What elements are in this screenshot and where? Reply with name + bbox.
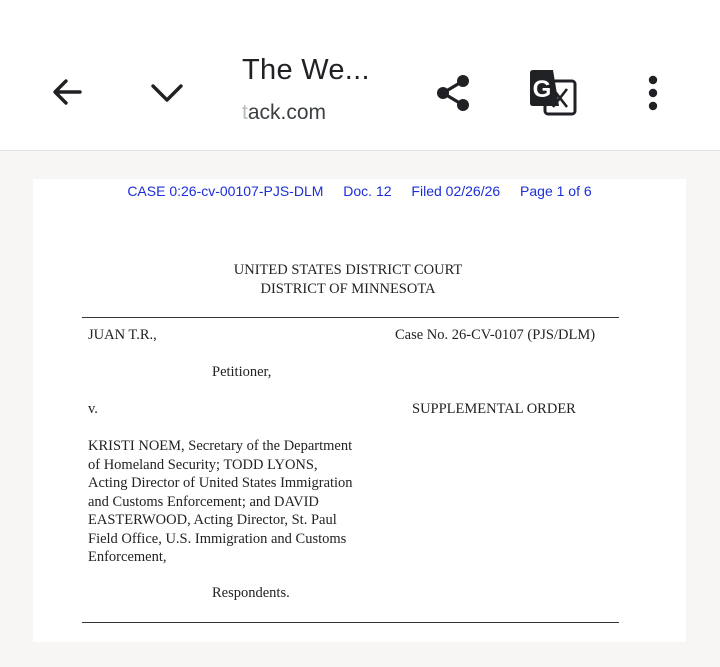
share-icon[interactable] [430,70,476,116]
court-line-2: DISTRICT OF MINNESOTA [260,281,436,297]
caption-top-rule [82,317,619,318]
more-vert-icon[interactable] [630,70,676,116]
filed-date-header: Filed 02/26/26 [411,183,501,199]
browser-toolbar [0,0,720,151]
svg-text:G: G [532,76,552,103]
petitioner-label: Petitioner, [212,364,272,380]
court-line-1: UNITED STATES DISTRICT COURT [233,262,463,278]
caption-bottom-rule [82,622,619,623]
doc-number-header: Doc. 12 [343,183,392,199]
case-number: Case No. 26-CV-0107 (PJS/DLM) [395,327,596,343]
case-number-header: CASE 0:26-cv-00107-PJS-DLM [127,183,324,199]
url-faded-text: t [242,101,248,124]
url-text [242,101,412,125]
respondents-label: Respondents. [212,585,290,601]
ecf-header [33,183,686,199]
page-title: The We... [242,54,370,86]
versus: v. [88,401,98,417]
page-count-header: Page 1 of 6 [520,183,592,199]
respondents-text: KRISTI NOEM, Secretary of the Department of Homeland Security; TODD LYONS, Acting Director of United States Immigration and Customs Enforcement; and DAVID EASTERWOOD, Acting Director, St. Paul Field Office, U.S. Immigration and Customs Enforcement, [88,438,353,565]
url-domain: ack.com [247,101,327,124]
petitioner-name: JUAN T.R., [88,327,157,343]
translate-icon[interactable] [528,68,578,118]
chevron-down-icon[interactable] [145,70,189,114]
court-name [33,261,663,299]
document-page [33,179,686,642]
order-title: SUPPLEMENTAL ORDER [412,401,576,417]
back-arrow-icon[interactable] [45,70,89,114]
page-title-block[interactable] [242,54,412,125]
